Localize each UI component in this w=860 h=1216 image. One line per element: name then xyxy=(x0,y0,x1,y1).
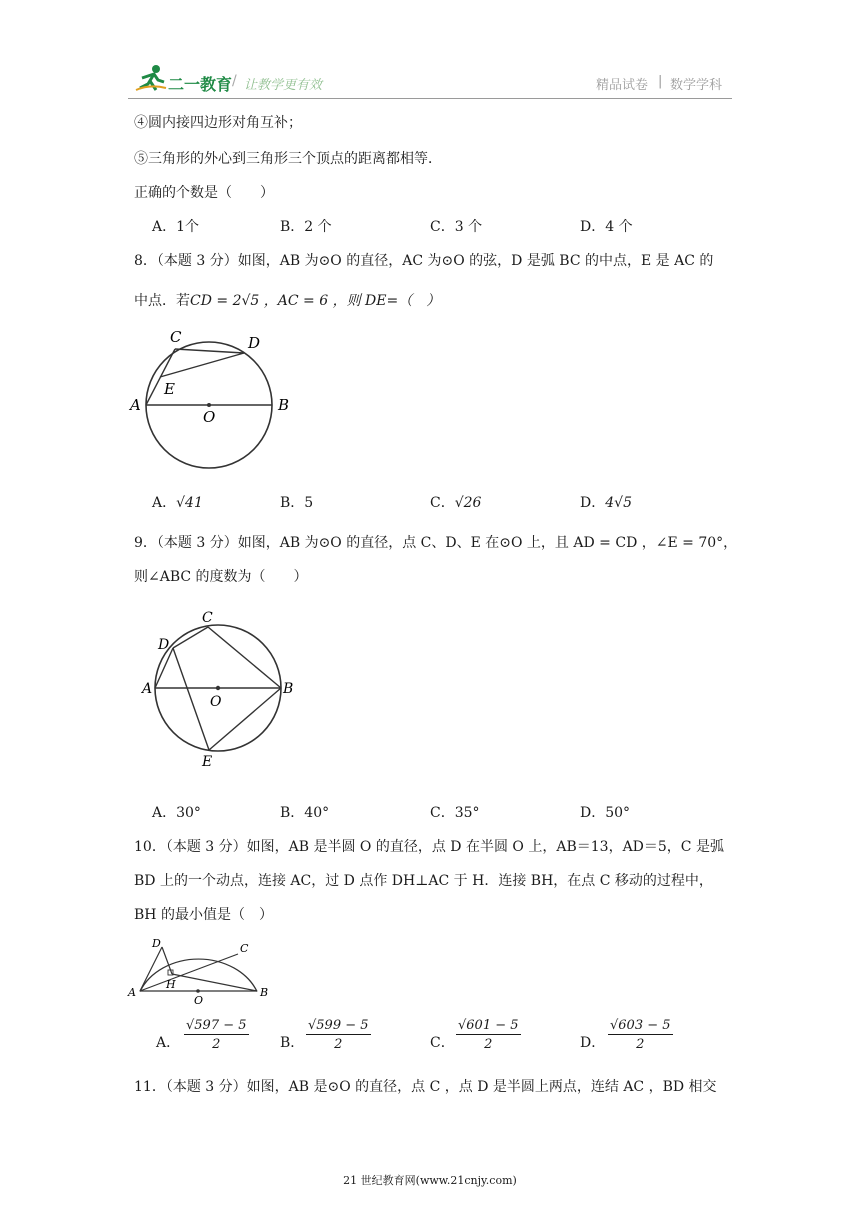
q8-label-a: A xyxy=(130,396,141,414)
q10-label-b: B xyxy=(260,986,269,999)
q8-label-b: B xyxy=(278,396,290,414)
q8-label-e: E xyxy=(164,380,175,398)
q7-option-c: C．3 个 xyxy=(430,219,483,235)
q8-line2 xyxy=(134,290,440,310)
q9-label-o: O xyxy=(210,694,222,710)
q11-line1: 11．（本题 3 分）如图，AB 是⊙O 的直径，点 C ，点 D 是半圆上两点，连结 AC ，BD 相交 xyxy=(134,1079,717,1095)
q9-label-b: B xyxy=(283,681,294,697)
q10-label-o: O xyxy=(194,994,204,1006)
q7-option-d: D．4 个 xyxy=(580,219,633,235)
q7-option-b: B．2 个 xyxy=(280,219,332,235)
q9-label-d: D xyxy=(158,637,170,653)
q8-option-b: B．5 xyxy=(280,495,314,511)
q9-option-b: B．40° xyxy=(280,805,330,821)
statement-4: ④圆内接四边形对角互补； xyxy=(134,115,302,131)
q8-label-o: O xyxy=(203,408,216,426)
q10-option-c-fraction: $\frac{√601 - 5}{2}$ xyxy=(458,1018,519,1052)
q9-label-c: C xyxy=(202,610,213,626)
q10-label-c: C xyxy=(240,942,249,955)
q8-condition: CD = 2√5 ，AC = 6 ，则 DE=（ ） xyxy=(190,293,441,309)
q9-line2: 则∠ABC 的度数为（ ） xyxy=(134,569,308,585)
brand-name: 二一教育 xyxy=(168,75,233,94)
header-right-label: 精品试卷 xyxy=(596,78,649,93)
q10-option-b-fraction: $\frac{√599 - 5}{2}$ xyxy=(308,1018,369,1052)
q10-option-d-fraction: $\frac{√603 - 5}{2}$ xyxy=(610,1018,671,1052)
q7-option-a: A．1个 xyxy=(152,219,200,235)
q10-line2: BD 上的一个动点，连接 AC，过 D 点作 DH⊥AC 于 H．连接 BH，在点 C 移动的过程中， xyxy=(134,873,713,889)
q8-circle-diagram xyxy=(128,324,303,474)
q9-circle-diagram xyxy=(138,608,303,768)
q10-option-c-letter: C． xyxy=(430,1035,455,1051)
q7-question: 正确的个数是（ ） xyxy=(134,185,274,201)
q9-label-e: E xyxy=(202,754,213,768)
runner-logo-icon xyxy=(134,64,168,92)
q8-label-c: C xyxy=(170,328,182,346)
q10-option-b-letter: B． xyxy=(280,1035,305,1051)
q9-label-a: A xyxy=(142,681,153,697)
q8-line2-pre: 中点．若 xyxy=(134,293,190,309)
brand-slogan: 让教学更有效 xyxy=(244,78,323,93)
q10-label-h: H xyxy=(166,978,176,991)
q10-label-d: D xyxy=(152,937,161,950)
q8-option-c: C．√26 xyxy=(430,495,482,511)
q8-label-d: D xyxy=(248,334,261,352)
header-subject: 数学学科 xyxy=(670,78,723,93)
q10-line3: BH 的最小值是（ ） xyxy=(134,907,273,923)
q10-line1: 10．（本题 3 分）如图，AB 是半圆 O 的直径，点 D 在半圆 O 上，AB＝13，AD＝5，C 是弧 xyxy=(134,839,724,855)
q10-option-a-fraction: $\frac{√597 - 5}{2}$ xyxy=(186,1018,247,1052)
q10-semicircle-diagram xyxy=(126,930,271,1006)
q9-option-c: C．35° xyxy=(430,805,480,821)
q10-option-d-letter: D． xyxy=(580,1035,606,1051)
statement-5: ⑤三角形的外心到三角形三个顶点的距离都相等． xyxy=(134,151,442,167)
q9-line1: 9．（本题 3 分）如图，AB 为⊙O 的直径，点 C、D、E 在⊙O 上，且 AD = CD ，∠E = 70°， xyxy=(134,535,738,551)
q10-option-a-letter: A． xyxy=(156,1035,181,1051)
q8-option-a: A．√41 xyxy=(152,495,203,511)
q9-option-a: A．30° xyxy=(152,805,201,821)
q8-option-d: D．4√5 xyxy=(580,495,632,511)
page-footer: 21 世纪教育网(www.21cnjy.com) xyxy=(343,1174,517,1187)
page-header xyxy=(0,0,860,100)
header-divider: | xyxy=(658,74,663,89)
q8-line1: 8．（本题 3 分）如图，AB 为⊙O 的直径，AC 为⊙O 的弦，D 是弧 BC 的中点，E 是 AC 的 xyxy=(134,253,714,269)
header-slash: / xyxy=(232,73,237,89)
header-rule xyxy=(128,98,732,99)
q9-option-d: D．50° xyxy=(580,805,631,821)
q10-label-a: A xyxy=(128,986,136,999)
